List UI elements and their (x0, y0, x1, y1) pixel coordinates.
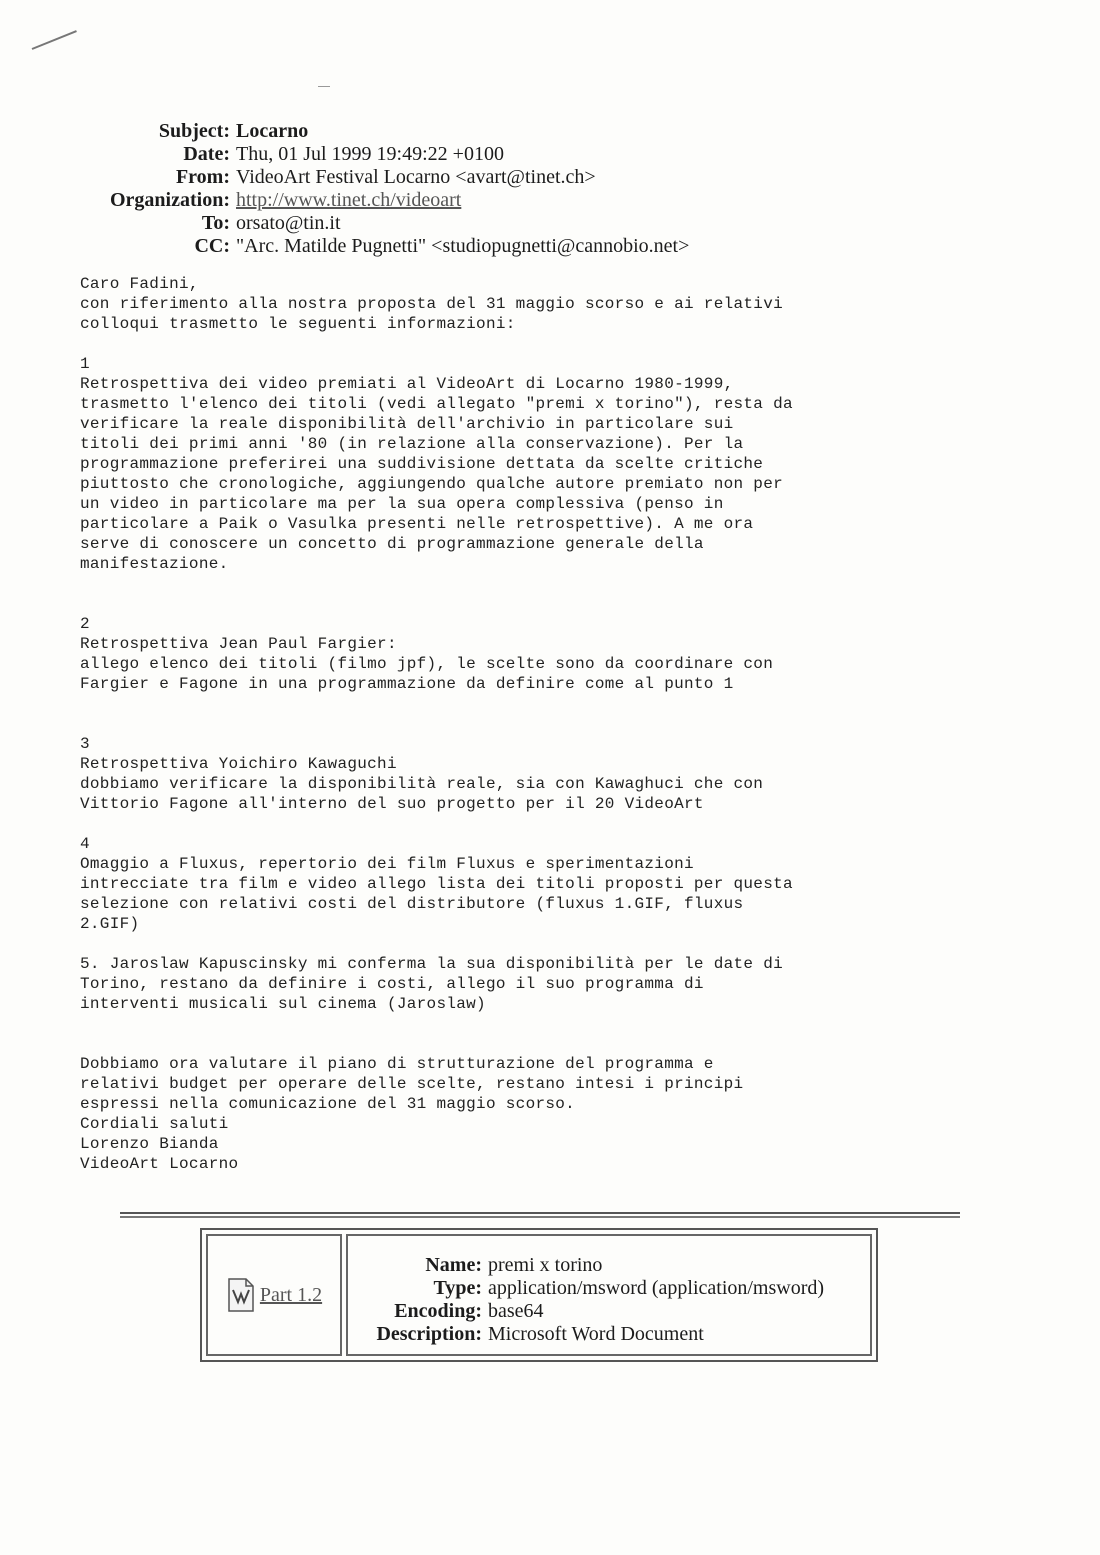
email-headers (82, 120, 689, 258)
attachment-type-value: application/msword (application/msword) (488, 1277, 825, 1299)
attachment-label: Encoding: (394, 1300, 482, 1322)
organization-link[interactable]: http://www.tinet.ch/videoart (236, 189, 462, 211)
header-subject (82, 120, 689, 143)
attachment-description-value: Microsoft Word Document (488, 1323, 704, 1345)
attachment-box (200, 1228, 878, 1362)
word-document-icon (226, 1276, 256, 1314)
header-to (82, 212, 689, 235)
header-label: To: (201, 212, 230, 234)
attachment-divider (120, 1212, 960, 1218)
header-label: Organization: (110, 189, 230, 211)
attachment-name-row (348, 1254, 870, 1277)
subject-value: Locarno (236, 120, 309, 142)
to-value: orsato@tin.it (236, 212, 341, 234)
attachment-name-value: premi x torino (488, 1254, 603, 1276)
attachment-encoding-value: base64 (488, 1300, 544, 1322)
header-label: From: (175, 166, 230, 188)
header-from (82, 166, 689, 189)
from-value: VideoArt Festival Locarno <avart@tinet.ch> (236, 166, 596, 188)
attachment-part-link[interactable]: Part 1.2 (259, 1283, 323, 1306)
attachment-label: Name: (425, 1254, 482, 1276)
cc-value: "Arc. Matilde Pugnetti" <studiopugnetti@cannobio.net> (236, 235, 690, 257)
attachment-details (346, 1234, 872, 1356)
attachment-description-row (348, 1323, 870, 1346)
attachment-part-cell[interactable] (206, 1234, 342, 1356)
email-body: Caro Fadini, con riferimento alla nostra proposta del 31 maggio scorso e ai relativi colloqui trasmetto le seguenti informazioni: 1 Retrospettiva dei video premiati al VideoArt di Locarno 1980-1999, trasmetto l'elenco dei titoli (vedi allegato "premi x torino"), resta da verificare la reale disponibilità dell'archivio in particolare sui titoli dei primi anni '80 (in relazione alla conservazione). Per la programmazione preferirei una suddivisione dettata da scelte critiche piuttosto che cronologiche, aggiungendo qualche autore premiato non per un video in particolare ma per la sua opera complessiva (penso in particolare a Paik o Vasulka presenti nelle retrospettive). A me ora serve di conoscere un concetto di programmazione generale della manifestazione. 2 Retrospettiva Jean Paul Fargier: allego elenco dei titoli (filmo jpf), le scelte sono da coordinare con Fargier e Fagone in una programmazione da definire come al punto 1 3 Retrospettiva Yoichiro Kawaguchi dobbiamo verificare la disponibilità reale, sia con Kawaghuci che con Vittorio Fagone all'interno del suo progetto per il 20 VideoArt 4 Omaggio a Fluxus, repertorio dei film Fluxus e sperimentazioni intrecciate tra film e video allego lista dei titoli proposti per questa selezione con relativi costi del distributore (fluxus 1.GIF, fluxus 2.GIF) 5. Jaroslaw Kapuscinsky mi conferma la sua disponibilità per le date di Torino, restano da definire i costi, allego il suo programma di interventi musicali sul cinema (Jaroslaw) Dobbiamo ora valutare il piano di strutturazione del programma e relativi budget per operare delle scelte, restano intesi i principi espressi nella comunicazione del 31 maggio scorso. Cordiali saluti Lorenzo Bianda VideoArt Locarno (80, 275, 793, 1173)
header-cc (82, 235, 689, 258)
header-label: Date: (183, 143, 230, 165)
attachment-label: Description: (376, 1323, 482, 1345)
date-value: Thu, 01 Jul 1999 19:49:22 +0100 (236, 143, 504, 165)
attachment-encoding-row (348, 1300, 870, 1323)
scan-mark (318, 86, 330, 87)
header-date (82, 143, 689, 166)
header-organization (82, 189, 689, 212)
header-label: CC: (194, 235, 230, 257)
scan-mark (32, 30, 77, 50)
attachment-label: Type: (433, 1277, 482, 1299)
attachment-type-row (348, 1277, 870, 1300)
header-label: Subject: (158, 120, 230, 142)
